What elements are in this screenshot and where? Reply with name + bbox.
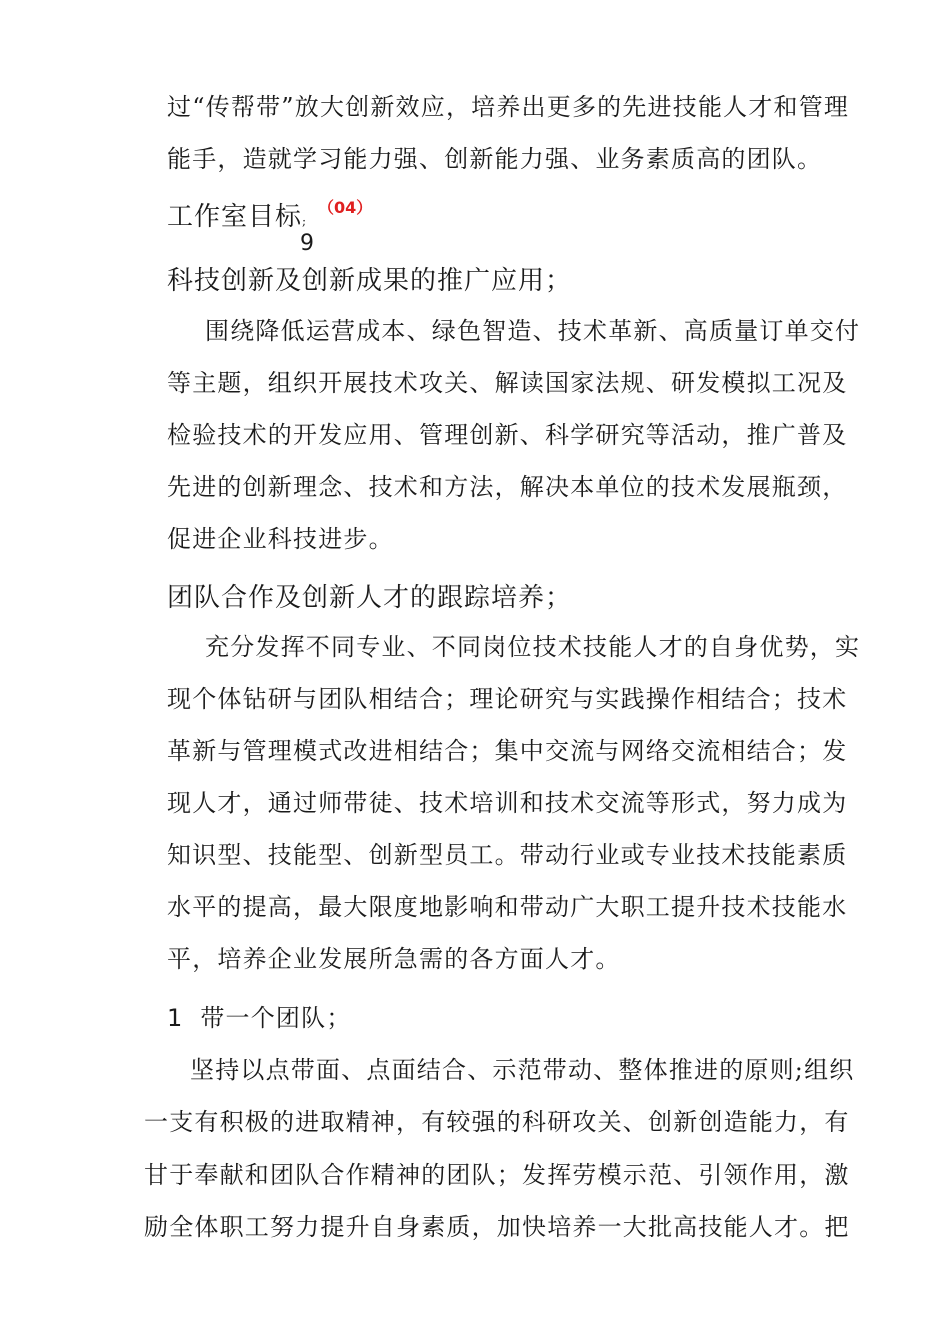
section1-heading: 科技创新及创新成果的推广应用； bbox=[167, 266, 573, 296]
item1 bbox=[167, 1003, 352, 1033]
goals-title bbox=[167, 201, 306, 237]
section2-line-3: 革新与管理模式改进相结合；集中交流与网络交流相结合；发 bbox=[167, 737, 848, 765]
item1-label: 带一个团队； bbox=[200, 1004, 352, 1032]
item1-number: 1 bbox=[167, 1004, 184, 1032]
section1-line-5: 促进企业科技进步。 bbox=[167, 525, 394, 553]
section1-line-4: 先进的创新理念、技术和方法，解决本单位的技术发展瓶颈， bbox=[167, 473, 848, 501]
section1-line-1: 围绕降低运营成本、绿色智造、技术革新、高质量订单交付 bbox=[205, 317, 861, 345]
section2-line-5: 知识型、技能型、创新型员工。带动行业或专业技术技能素质 bbox=[167, 841, 848, 869]
section3-line-3: 甘于奉献和团队合作精神的团队；发挥劳模示范、引领作用，激 bbox=[144, 1161, 850, 1189]
section1-line-3: 检验技术的开发应用、管理创新、科学研究等活动，推广普及 bbox=[167, 421, 848, 449]
section2-heading: 团队合作及创新人才的跟踪培养； bbox=[167, 583, 573, 613]
section3-line-2: 一支有积极的进取精神，有较强的科研攻关、创新创造能力，有 bbox=[144, 1108, 850, 1136]
section3-line-1: 坚持以点带面、点面结合、示范带动、整体推进的原则;组织 bbox=[190, 1056, 855, 1084]
section2-line-2: 现个体钻研与团队相结合；理论研究与实践操作相结合；技术 bbox=[167, 685, 848, 713]
section1-line-2: 等主题，组织开展技术攻关、解读国家法规、研发模拟工况及 bbox=[167, 369, 848, 397]
goals-annotation: （04） bbox=[318, 198, 373, 217]
intro-line-1: 过“传帮带”放大创新效应，培养出更多的先进技能人才和管理 bbox=[167, 93, 850, 121]
intro-line-2: 能手，造就学习能力强、创新能力强、业务素质高的团队。 bbox=[167, 145, 823, 173]
section2-line-4: 现人才，通过师带徒、技术培训和技术交流等形式，努力成为 bbox=[167, 789, 848, 817]
goals-title-text: 工作室目标 bbox=[167, 202, 303, 232]
goals-page-mark: 9 bbox=[300, 231, 314, 256]
goals-title-suffix: ; bbox=[302, 214, 307, 228]
section2-line-7: 平，培养企业发展所急需的各方面人才。 bbox=[167, 945, 621, 973]
section2-line-1: 充分发挥不同专业、不同岗位技术技能人才的自身优势，实 bbox=[205, 633, 861, 661]
section2-line-6: 水平的提高，最大限度地影响和带动广大职工提升技术技能水 bbox=[167, 893, 848, 921]
section3-line-4: 励全体职工努力提升自身素质，加快培养一大批高技能人才。把 bbox=[144, 1213, 850, 1241]
